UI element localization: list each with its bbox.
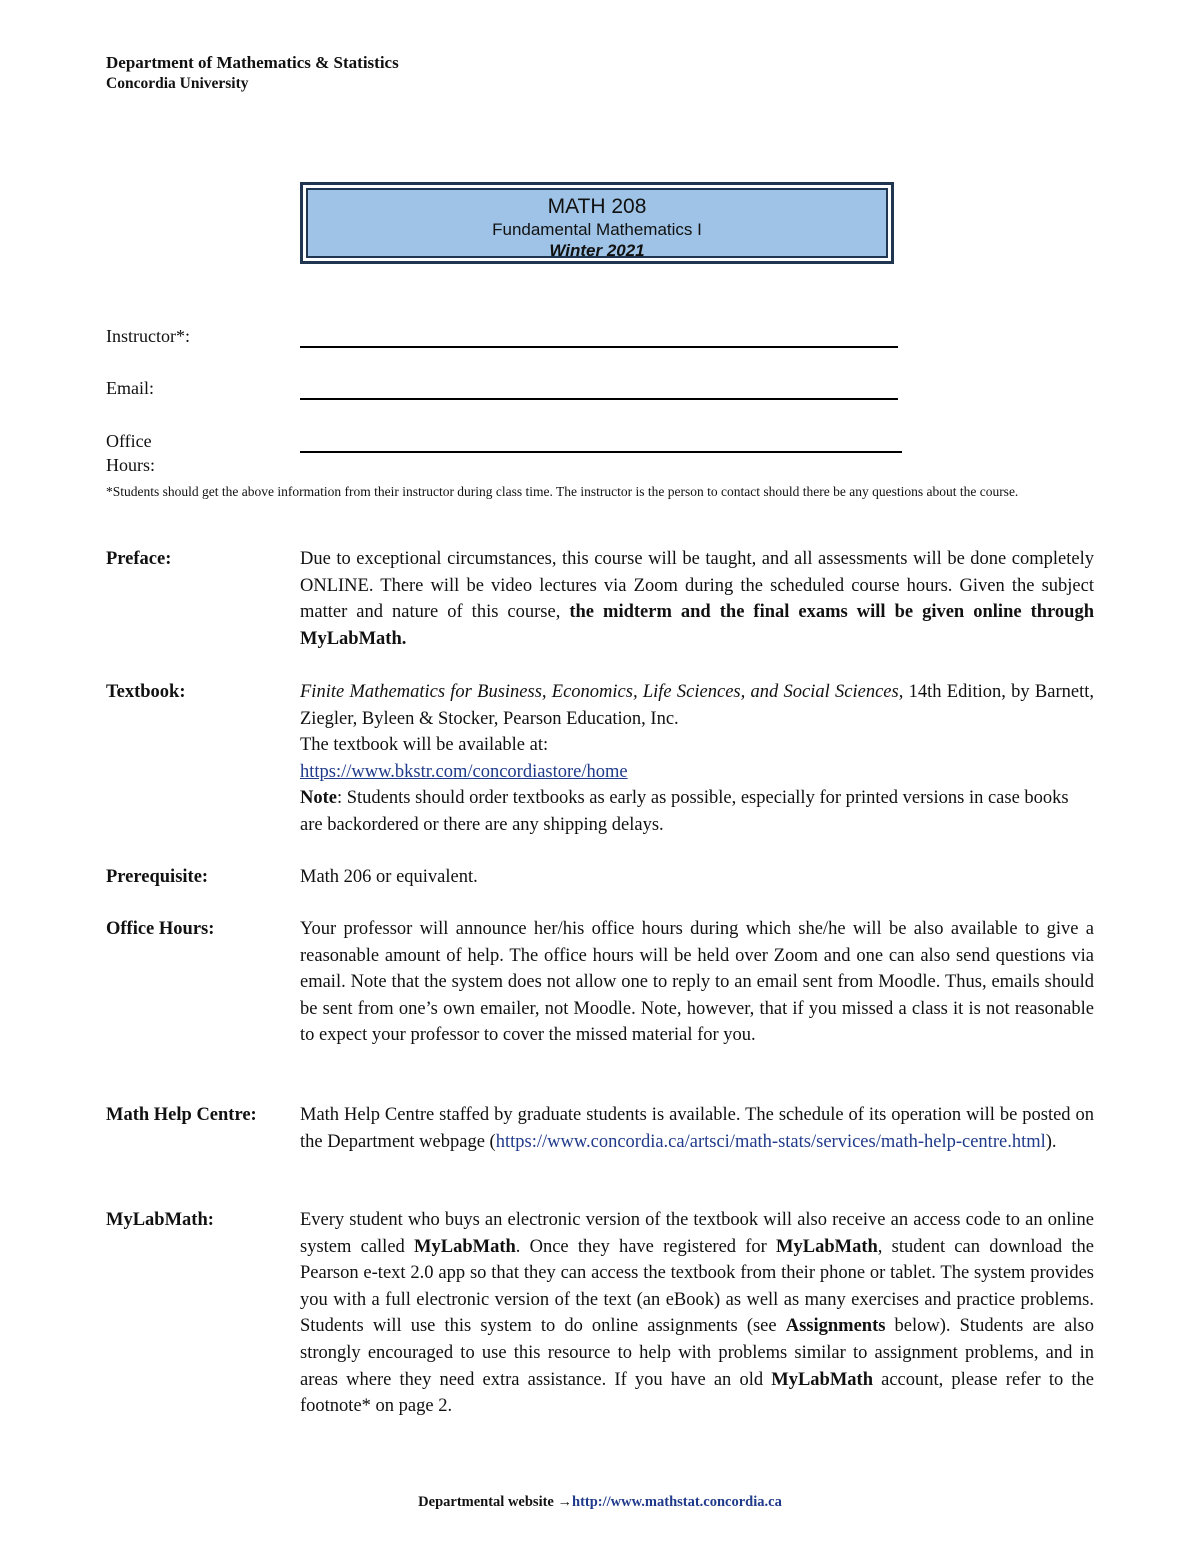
section-textbook bbox=[106, 679, 1094, 839]
preface-bold-text: the midterm and the final exams will be given online through MyLabMath. bbox=[300, 602, 1094, 649]
instructor-label: Instructor*: bbox=[106, 326, 190, 346]
department-header bbox=[106, 52, 399, 94]
section-preface bbox=[106, 546, 1094, 652]
math-help-label: Math Help Centre: bbox=[106, 1105, 257, 1125]
course-title-box bbox=[300, 182, 894, 264]
footer-label: Departmental website bbox=[418, 1494, 558, 1510]
instructor-footnote: *Students should get the above information from their instructor during class time. The instructor is the person to contact should there be any questions about the course. bbox=[106, 484, 1019, 499]
math-help-link[interactable]: https://www.concordia.ca/artsci/math-stats/services/math-help-centre.html bbox=[495, 1131, 1046, 1152]
office-hours-label: Office Hours: bbox=[106, 919, 215, 939]
mylabmath-label: MyLabMath: bbox=[106, 1210, 214, 1230]
textbook-citation bbox=[300, 679, 1094, 732]
section-mylabmath bbox=[106, 1207, 1094, 1420]
textbook-details: , 14th Edition, by Barnett, Ziegler, Byleen & Stocker, Pearson Education, Inc. bbox=[300, 682, 1094, 729]
section-math-help-centre bbox=[106, 1102, 1094, 1155]
course-code: MATH 208 bbox=[547, 195, 647, 218]
textbook-note-text: : Students should order textbooks as early as possible, especially for printed versions in case books are backordered or there are any shipping delays. bbox=[300, 788, 1069, 835]
textbook-note bbox=[300, 785, 1094, 838]
course-term: Winter 2021 bbox=[549, 241, 645, 260]
mylabmath-text-3: , student can download the Pearson e-text 2.0 app so that they can access the textbook from their phone or tablet. The system provides you with a full electronic version of the text (an eBook) as well as many exercises and practice problems. Students will use this system to do online assignments (see bbox=[300, 1236, 1094, 1337]
instructor-blank-line bbox=[300, 346, 898, 348]
section-prerequisite bbox=[106, 864, 1094, 891]
mylabmath-text-1: Every student who buys an electronic version of the textbook will also receive an access code to an online system called bbox=[300, 1210, 1094, 1257]
mylabmath-bold-4: MyLabMath bbox=[771, 1369, 873, 1390]
prerequisite-label: Prerequisite: bbox=[106, 867, 209, 887]
department-name: Department of Mathematics & Statistics bbox=[106, 53, 399, 72]
office-hours-field-label: Office Hours: bbox=[106, 431, 155, 475]
math-help-body bbox=[300, 1102, 1094, 1155]
email-blank-line bbox=[300, 398, 898, 400]
course-name: Fundamental Mathematics I bbox=[492, 220, 702, 239]
math-help-text: Math Help Centre staffed by graduate students is available. The schedule of its operation will be posted on the Department webpage ( bbox=[300, 1105, 1094, 1152]
section-office-hours bbox=[106, 916, 1094, 1049]
preface-text: Due to exceptional circumstances, this course will be taught, and all assessments will be done completely ONLINE. There will be video lectures via Zoom during the scheduled course hours. Given the subject matter and nature of this course, bbox=[300, 549, 1094, 623]
mylabmath-bold-1: MyLabMath bbox=[414, 1236, 516, 1257]
mylabmath-bold-3: Assignments bbox=[785, 1316, 886, 1337]
page-footer bbox=[0, 1492, 1200, 1512]
textbook-availability: The textbook will be available at: bbox=[300, 735, 549, 756]
mylabmath-bold-2: MyLabMath bbox=[776, 1236, 878, 1257]
office-hours-text: Your professor will announce her/his office hours during which she/he will be also available to give a reasonable amount of help. The office hours will be held over Zoom and one can also send questions via email. Note that the system does not allow one to reply to an email sent from Moodle. Thus, emails should be sent from one’s own emailer, not Moodle. Note, however, that if you missed a class it is not reasonable to expect your professor to cover the missed material for you. bbox=[300, 919, 1094, 1046]
email-label: Email: bbox=[106, 378, 154, 398]
textbook-title: Finite Mathematics for Business, Economics, Life Sciences, and Social Sciences bbox=[300, 682, 899, 702]
prerequisite-text: Math 206 or equivalent. bbox=[300, 867, 478, 887]
mylabmath-text-4: below). Students are also strongly encouraged to use this resource to help with problems similar to assignment problems, and in areas where they need extra assistance. If you have an old bbox=[300, 1316, 1094, 1390]
arrow-right-icon: → bbox=[557, 1494, 572, 1510]
textbook-label: Textbook: bbox=[106, 682, 186, 702]
department-website-link[interactable]: http://www.mathstat.concordia.ca bbox=[572, 1494, 782, 1510]
mylabmath-text-2: . Once they have registered for bbox=[515, 1236, 777, 1257]
textbook-note-label: Note bbox=[300, 788, 337, 809]
math-help-end: ). bbox=[1045, 1131, 1057, 1152]
university-name: Concordia University bbox=[106, 75, 249, 92]
mylabmath-text-5: account, please refer to the footnote* on page 2. bbox=[300, 1369, 1094, 1417]
preface-body bbox=[300, 546, 1094, 652]
textbook-body bbox=[300, 679, 1094, 839]
office-hours-blank-line bbox=[300, 451, 902, 453]
mylabmath-body bbox=[300, 1207, 1094, 1420]
preface-label: Preface: bbox=[106, 549, 172, 569]
bookstore-link[interactable]: https://www.bkstr.com/concordiastore/home bbox=[300, 761, 628, 782]
